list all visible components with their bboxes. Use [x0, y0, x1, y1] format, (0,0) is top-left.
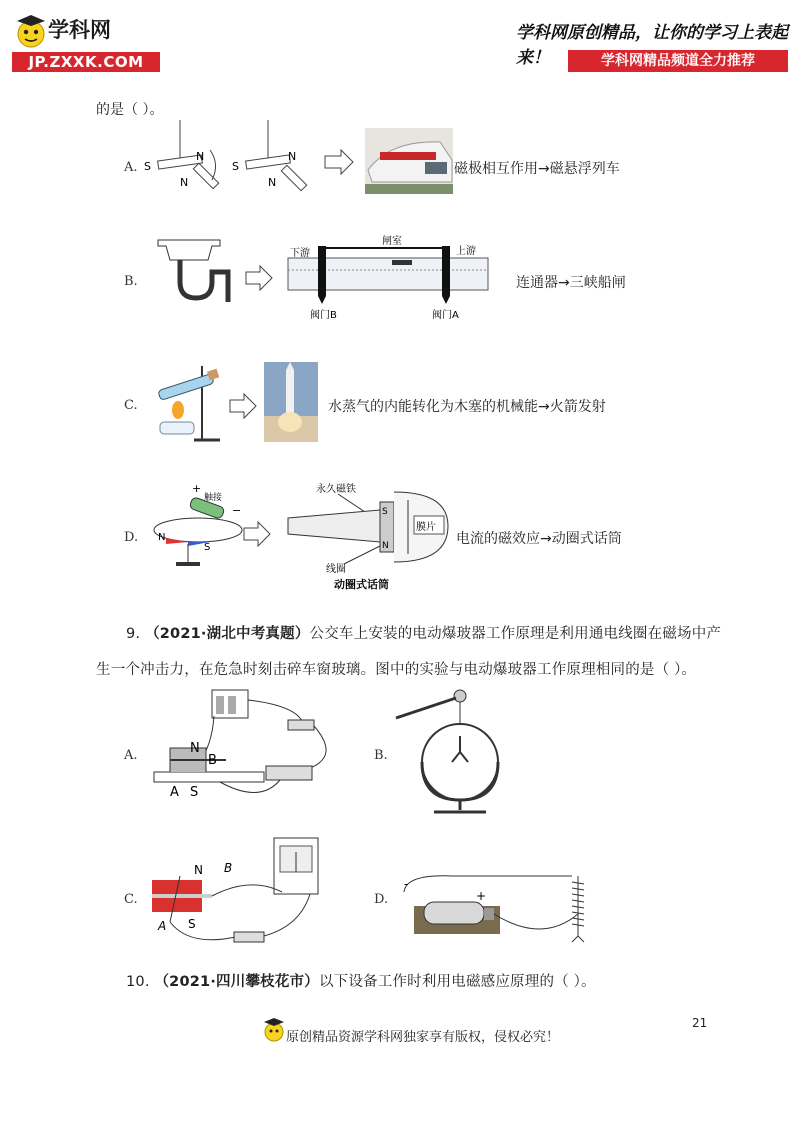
- page-number: 21: [692, 1016, 708, 1030]
- q8-b-valve-b: 阀门B: [310, 310, 337, 321]
- q8-option-c-label: C.: [124, 398, 138, 413]
- q8-option-d-label: D.: [124, 530, 139, 545]
- q8-d-mic: 动圈式话筒: [334, 578, 389, 590]
- q8-d-film: 膜片: [416, 522, 436, 533]
- q8-d-coil: 线圈: [326, 564, 346, 575]
- q9-a-a: A: [170, 785, 179, 800]
- q10-line: [126, 970, 596, 991]
- q9-c-s: S: [188, 917, 196, 931]
- q8-option-c-figure: [150, 360, 322, 444]
- q8-b-chamber: 闸室: [382, 236, 402, 247]
- q8-option-b-label: B.: [124, 274, 138, 289]
- q9-option-d-figure: [392, 866, 604, 946]
- q8-d-plus: +: [192, 482, 202, 495]
- q9-a-n: N: [190, 741, 200, 756]
- q9-source: （2021·湖北中考真题）: [145, 626, 310, 642]
- q8-option-a-text: 磁极相互作用→磁悬浮列车: [454, 161, 620, 177]
- q8-a-n4: N: [268, 176, 277, 189]
- q8-stem-tail: 的是（ ）。: [96, 102, 164, 118]
- q9-option-c-label: C.: [124, 892, 138, 907]
- q8-option-b-text: 连通器→三峡船闸: [516, 275, 626, 291]
- q8-d-minus: −: [232, 504, 242, 517]
- q9-d-plus: +: [476, 889, 487, 903]
- q9-number: 9.: [126, 626, 141, 642]
- q8-d-contact: 触接: [204, 493, 223, 503]
- q9-text-line2: 生一个冲击力，在危急时刻击碎车窗玻璃。图中的实验与电动爆玻器工作原理相同的是（ ）。: [96, 662, 697, 678]
- q8-option-b-figure: [150, 232, 500, 322]
- q8-b-valve-a: 阀门A: [432, 310, 459, 321]
- q9-line1: [126, 622, 721, 643]
- q10-source: （2021·四川攀枝花市）: [154, 974, 319, 990]
- q8-option-d-figure: [148, 480, 458, 590]
- q8-option-a-label: A.: [124, 160, 138, 175]
- logo-mascot-icon: [14, 12, 48, 54]
- q9-option-b-figure: [392, 688, 512, 814]
- q8-b-up: 上游: [456, 246, 476, 257]
- footer-mascot-icon: [262, 1016, 286, 1048]
- q10-number: 10.: [126, 974, 150, 990]
- logo-url[interactable]: JP.ZXXK.COM: [12, 52, 160, 72]
- q9-text-line1: 公交车上安装的电动爆玻器工作原理是利用通电线圈在磁场中产: [309, 626, 722, 642]
- q9-c-n: N: [194, 863, 203, 877]
- q8-d-s2: S: [382, 507, 388, 517]
- q8-b-down: 下游: [290, 248, 310, 259]
- q9-a-b: B: [208, 753, 217, 768]
- q8-d-s: S: [204, 542, 211, 553]
- q9-a-s: S: [190, 785, 199, 800]
- q8-a-s1: S: [144, 160, 151, 173]
- q9-option-c-figure: [150, 836, 330, 950]
- q8-a-n3: N: [288, 150, 297, 163]
- q8-d-n2: N: [382, 541, 389, 551]
- q8-a-n1: N: [196, 150, 205, 163]
- q9-option-a-figure: [150, 686, 340, 806]
- q8-d-n: N: [158, 532, 166, 543]
- q8-option-a-figure: [140, 120, 460, 200]
- q8-option-d-text: 电流的磁效应→动圈式话筒: [456, 531, 622, 547]
- q9-option-a-label: A.: [124, 748, 138, 763]
- footer-copyright: 原创精品资源学科网独家享有版权，侵权必究！: [286, 1030, 560, 1045]
- header-slogan: 学科网原创精品，让你的学习上表起来！: [516, 23, 788, 68]
- q8-a-n2: N: [180, 176, 189, 189]
- q9-c-a: A: [158, 919, 167, 933]
- q8-d-magnet: 永久磁铁: [316, 484, 356, 495]
- q9-c-b: B: [224, 861, 233, 875]
- q8-a-s2: S: [232, 160, 239, 173]
- header-banner[interactable]: 学科网精品频道全力推荐: [568, 50, 788, 72]
- q9-option-b-label: B.: [374, 748, 388, 763]
- q10-text: 以下设备工作时利用电磁感应原理的（ ）。: [318, 974, 596, 990]
- q9-d-minus: -: [404, 877, 409, 891]
- q9-option-d-label: D.: [374, 892, 389, 907]
- q8-option-c-text: 水蒸气的内能转化为木塞的机械能→火箭发射: [328, 399, 606, 415]
- logo-title[interactable]: 学科网: [48, 18, 111, 42]
